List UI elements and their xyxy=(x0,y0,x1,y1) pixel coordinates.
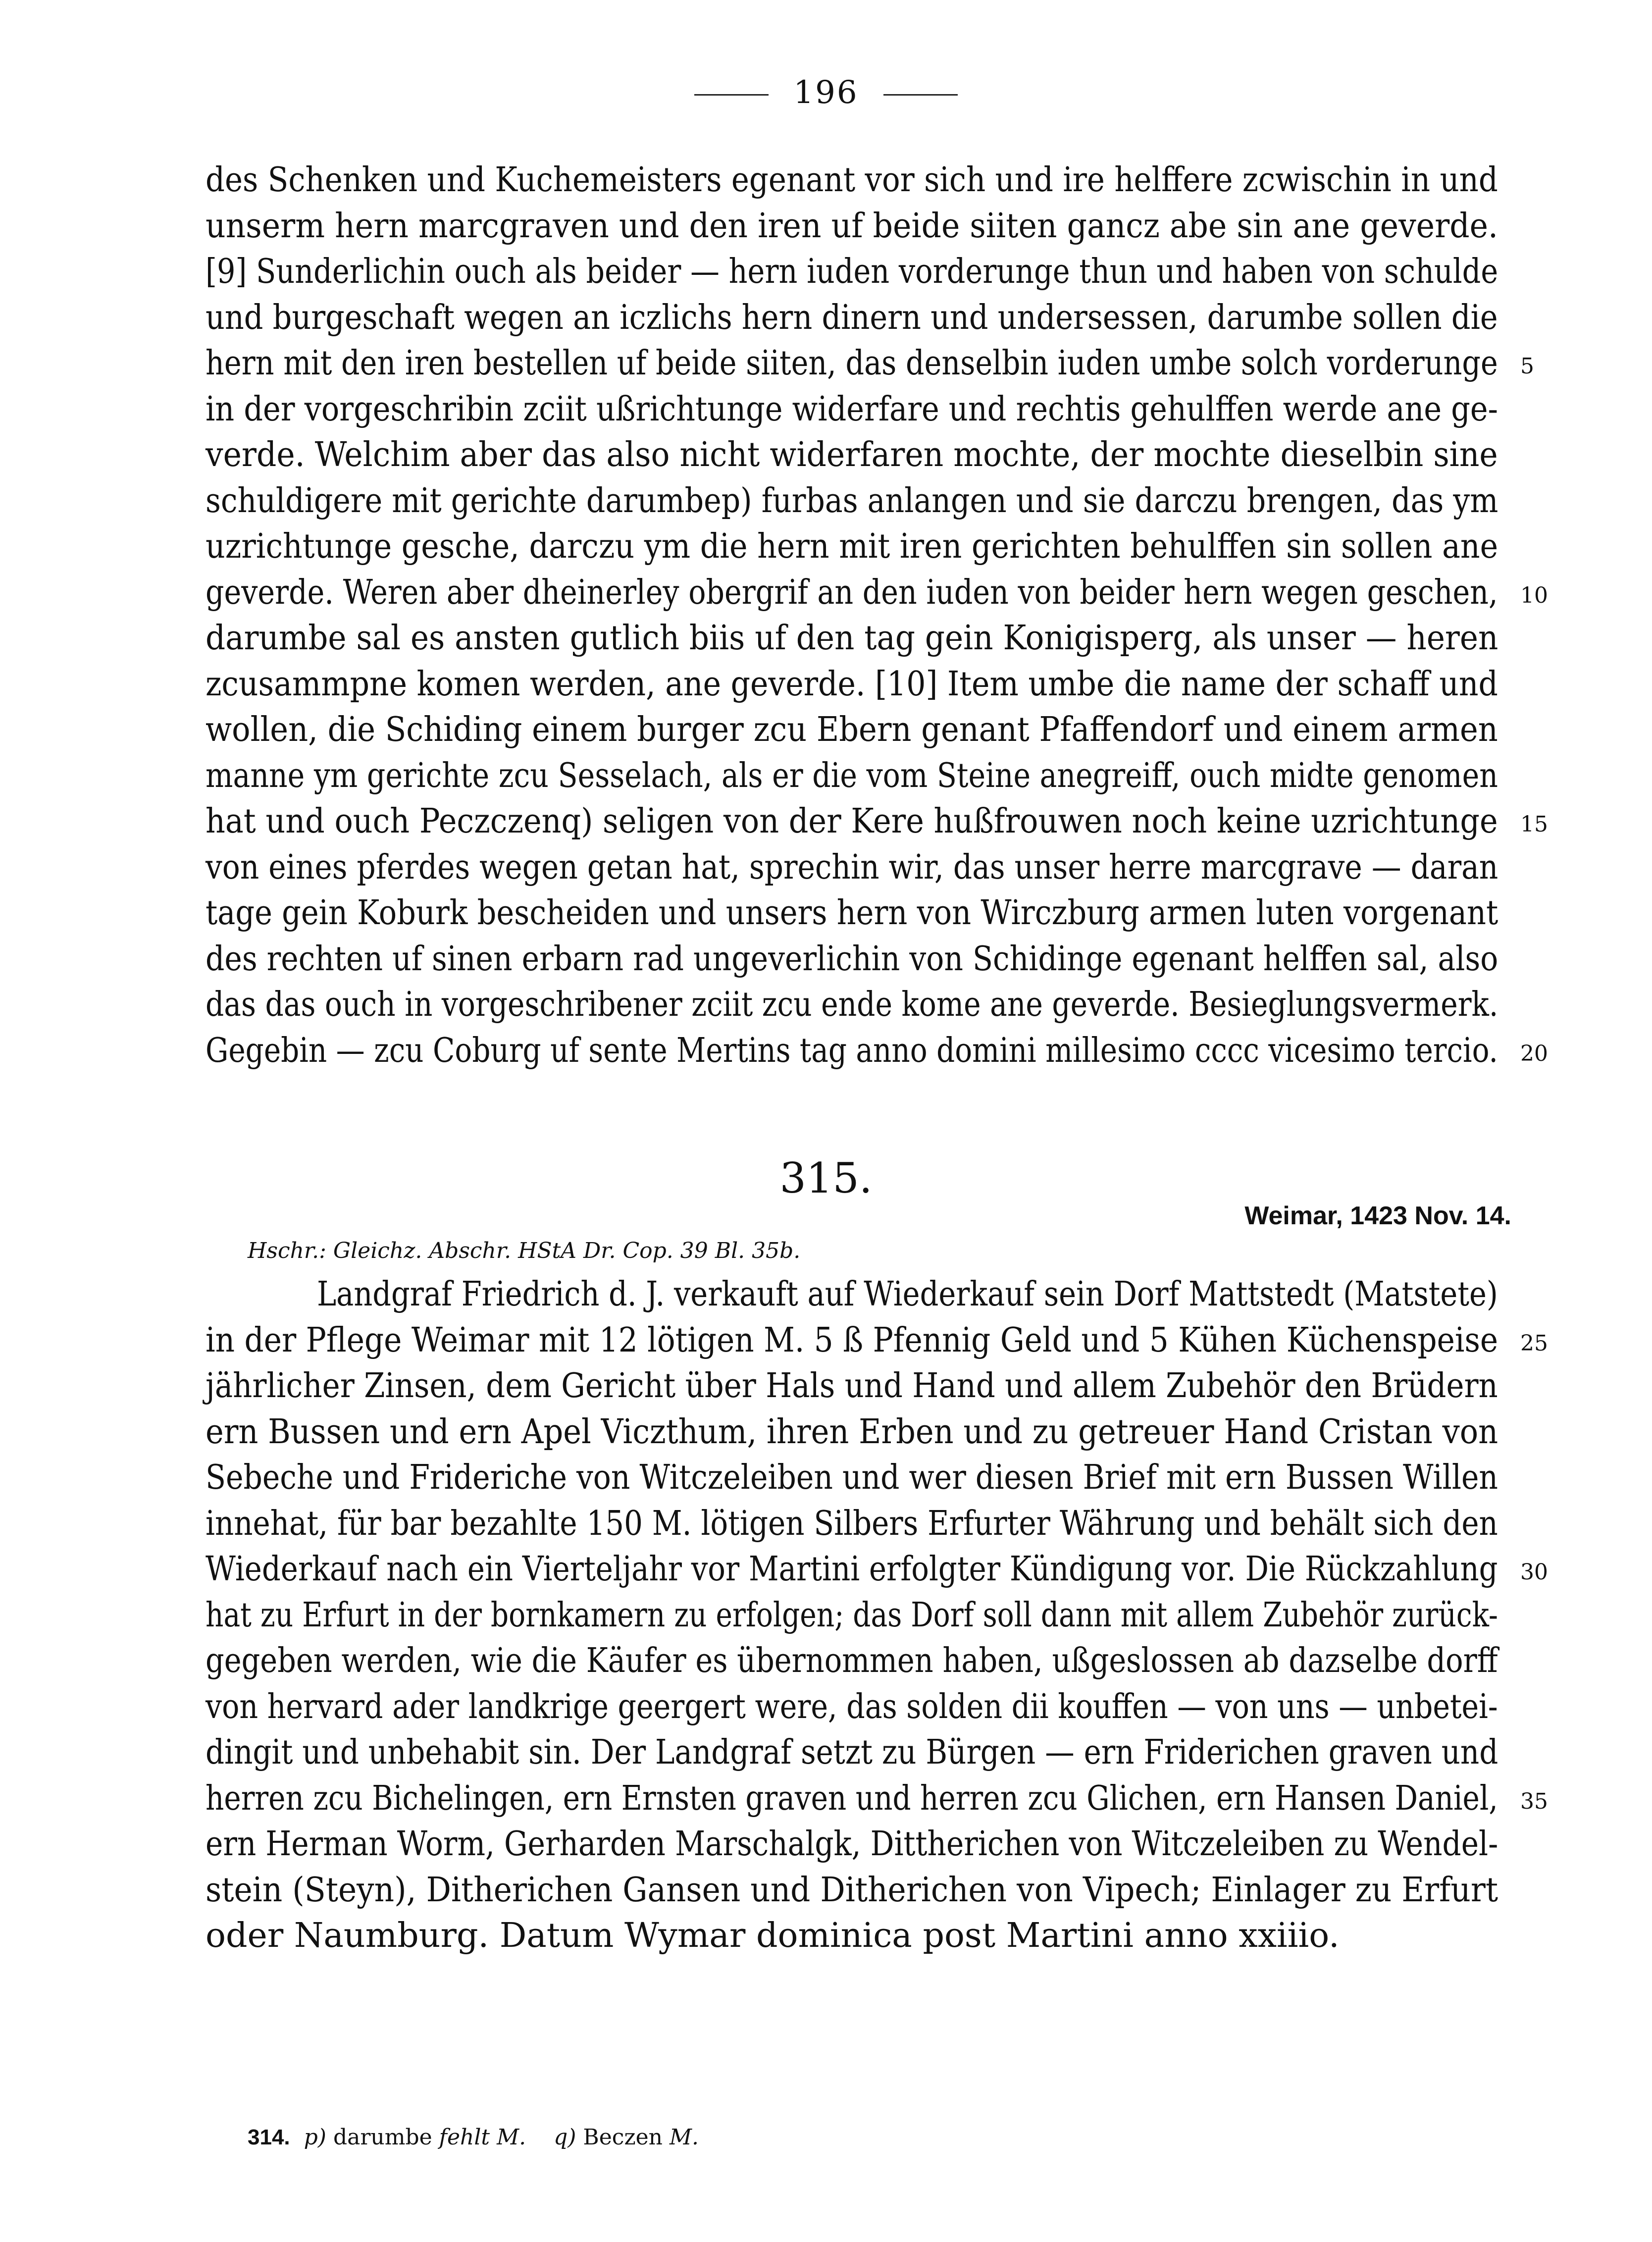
line-number: 30 xyxy=(1520,1560,1548,1585)
text-line: tage gein Koburk bescheiden und unsers hern von Wirczburg armen luten vorgenant xyxy=(206,893,1498,933)
line-number: 20 xyxy=(1520,1041,1548,1066)
footnotes xyxy=(248,2125,699,2150)
text-line: schuldigere mit gerichte darumbep) furbas anlangen und sie darczu brengen, das ym xyxy=(206,481,1498,521)
regest-line: jährlicher Zinsen, dem Gericht über Hals und Hand und allem Zubehör den Brüdern xyxy=(206,1366,1498,1406)
regest-line: herren zcu Bichelingen, ern Ernsten graven und herren zcu Glichen, ern Hansen Daniel, xyxy=(206,1778,1498,1818)
line-number: 25 xyxy=(1520,1330,1548,1356)
line-number: 10 xyxy=(1520,582,1548,608)
footnote-b-text: Beczen xyxy=(583,2125,663,2150)
regest-line: stein (Steyn), Ditherichen Gansen und Ditherichen von Vipech; Einlager zu Erfurt xyxy=(206,1870,1498,1910)
line-number: 15 xyxy=(1520,812,1548,837)
regest-line: dingit und unbehabit sin. Der Landgraf setzt zu Bürgen — ern Friderichen graven und xyxy=(206,1733,1498,1772)
place-date: Weimar, 1423 Nov. 14. xyxy=(1244,1201,1511,1230)
footnote-b-mark: q) xyxy=(554,2125,576,2150)
source-note: Hschr.: Gleichz. Abschr. HStA Dr. Cop. 39 Bl. 35b. xyxy=(248,1238,801,1263)
text-line: uzrichtunge gesche, darczu ym die hern mit iren gerichten behulffen sin sollen ane xyxy=(206,527,1498,566)
regest-line: oder Naumburg. Datum Wymar dominica post Martini anno xxiiio. xyxy=(206,1916,1340,1955)
regest-line: gegeben werden, wie die Käufer es übernommen haben, ußgeslossen ab dazselbe dorff xyxy=(206,1641,1498,1680)
text-line: darumbe sal es ansten gutlich biis uf den tag gein Konigisperg, als unser — heren xyxy=(206,619,1498,658)
header-rule-right xyxy=(883,94,958,96)
text-line: des rechten uf sinen erbarn rad ungeverlichin von Schidinge egenant helffen sal, also xyxy=(206,939,1498,979)
footnote-a-note: fehlt M. xyxy=(439,2125,526,2150)
footnote-a-text: darumbe xyxy=(333,2125,432,2150)
text-line: Gegebin — zcu Coburg uf sente Mertins tag anno domini millesimo cccc vicesimo tercio. xyxy=(206,1031,1498,1070)
footnote-a-mark: p) xyxy=(304,2125,326,2150)
text-line: des Schenken und Kuchemeisters egenant vor sich und ire helffere zcwischin in und xyxy=(206,160,1498,200)
regest-line: ern Bussen und ern Apel Viczthum, ihren Erben und zu getreuer Hand Cristan von xyxy=(206,1412,1498,1452)
text-line: geverde. Weren aber dheinerley obergrif an den iuden von beider hern wegen geschen, xyxy=(206,573,1498,612)
regest-line: Wiederkauf nach ein Vierteljahr vor Martini erfolgter Kündigung vor. Die Rückzahlung xyxy=(206,1550,1498,1589)
regest-line: Landgraf Friedrich d. J. verkauft auf Wiederkauf sein Dorf Mattstedt (Matstete) xyxy=(317,1275,1498,1314)
document-number: 315. xyxy=(779,1154,873,1202)
page-number: 196 xyxy=(793,74,859,111)
header-rule-left xyxy=(694,94,769,96)
text-line: [9] Sunderlichin ouch als beider — hern iuden vorderunge thun und haben von schulde xyxy=(206,252,1498,291)
text-line: hern mit den iren bestellen uf beide siiten, das denselbin iuden umbe solch vorderunge xyxy=(206,344,1498,383)
line-number: 5 xyxy=(1520,354,1534,379)
line-number: 35 xyxy=(1520,1788,1548,1814)
regest-line: ern Herman Worm, Gerharden Marschalgk, Dittherichen von Witczeleiben zu Wendel- xyxy=(206,1825,1498,1864)
regest-line: von hervard ader landkrige geergert were, das solden dii kouffen — von uns — unbetei- xyxy=(206,1687,1498,1726)
text-line: das das ouch in vorgeschribener zciit zcu ende kome ane geverde. Besieglungsvermerk. xyxy=(206,985,1498,1024)
text-line: hat und ouch Peczczenq) seligen von der Kere hußfrouwen noch keine uzrichtunge xyxy=(206,802,1498,841)
text-line: verde. Welchim aber das also nicht widerfaren mochte, der mochte dieselbin sine xyxy=(206,435,1498,474)
text-line: unserm hern marcgraven und den iren uf beide siiten gancz abe sin ane geverde. xyxy=(206,206,1498,246)
text-line: in der vorgeschribin zciit ußrichtunge widerfare und rechtis gehulffen werde ane ge- xyxy=(206,389,1498,429)
regest-line: hat zu Erfurt in der bornkamern zu erfolgen; das Dorf soll dann mit allem Zubehör zurück- xyxy=(206,1595,1498,1635)
text-line: manne ym gerichte zcu Sesselach, als er die vom Steine anegreiff, ouch midte genomen xyxy=(206,756,1498,795)
text-line: und burgeschaft wegen an iczlichs hern dinern und undersessen, darumbe sollen die xyxy=(206,298,1498,337)
text-line: von eines pferdes wegen getan hat, sprechin wir, das unser herre marcgrave — daran xyxy=(206,847,1498,887)
regest-line: innehat, für bar bezahlte 150 M. lötigen Silbers Erfurter Währung und behält sich den xyxy=(206,1504,1498,1543)
text-line: wollen, die Schiding einem burger zcu Ebern genant Pfaffendorf und einem armen xyxy=(206,710,1498,749)
regest-line: in der Pflege Weimar mit 12 lötigen M. 5 ß Pfennig Geld und 5 Kühen Küchenspeise xyxy=(206,1320,1498,1360)
text-line: zcusammpne komen werden, ane geverde. [10] Item umbe die name der schaff und xyxy=(206,664,1498,704)
regest-line: Sebeche und Frideriche von Witczeleiben und wer diesen Brief mit ern Bussen Willen xyxy=(206,1458,1498,1497)
footnote-ref: 314. xyxy=(248,2125,290,2149)
footnote-b-note: M. xyxy=(670,2125,699,2150)
page-header xyxy=(0,74,1652,111)
